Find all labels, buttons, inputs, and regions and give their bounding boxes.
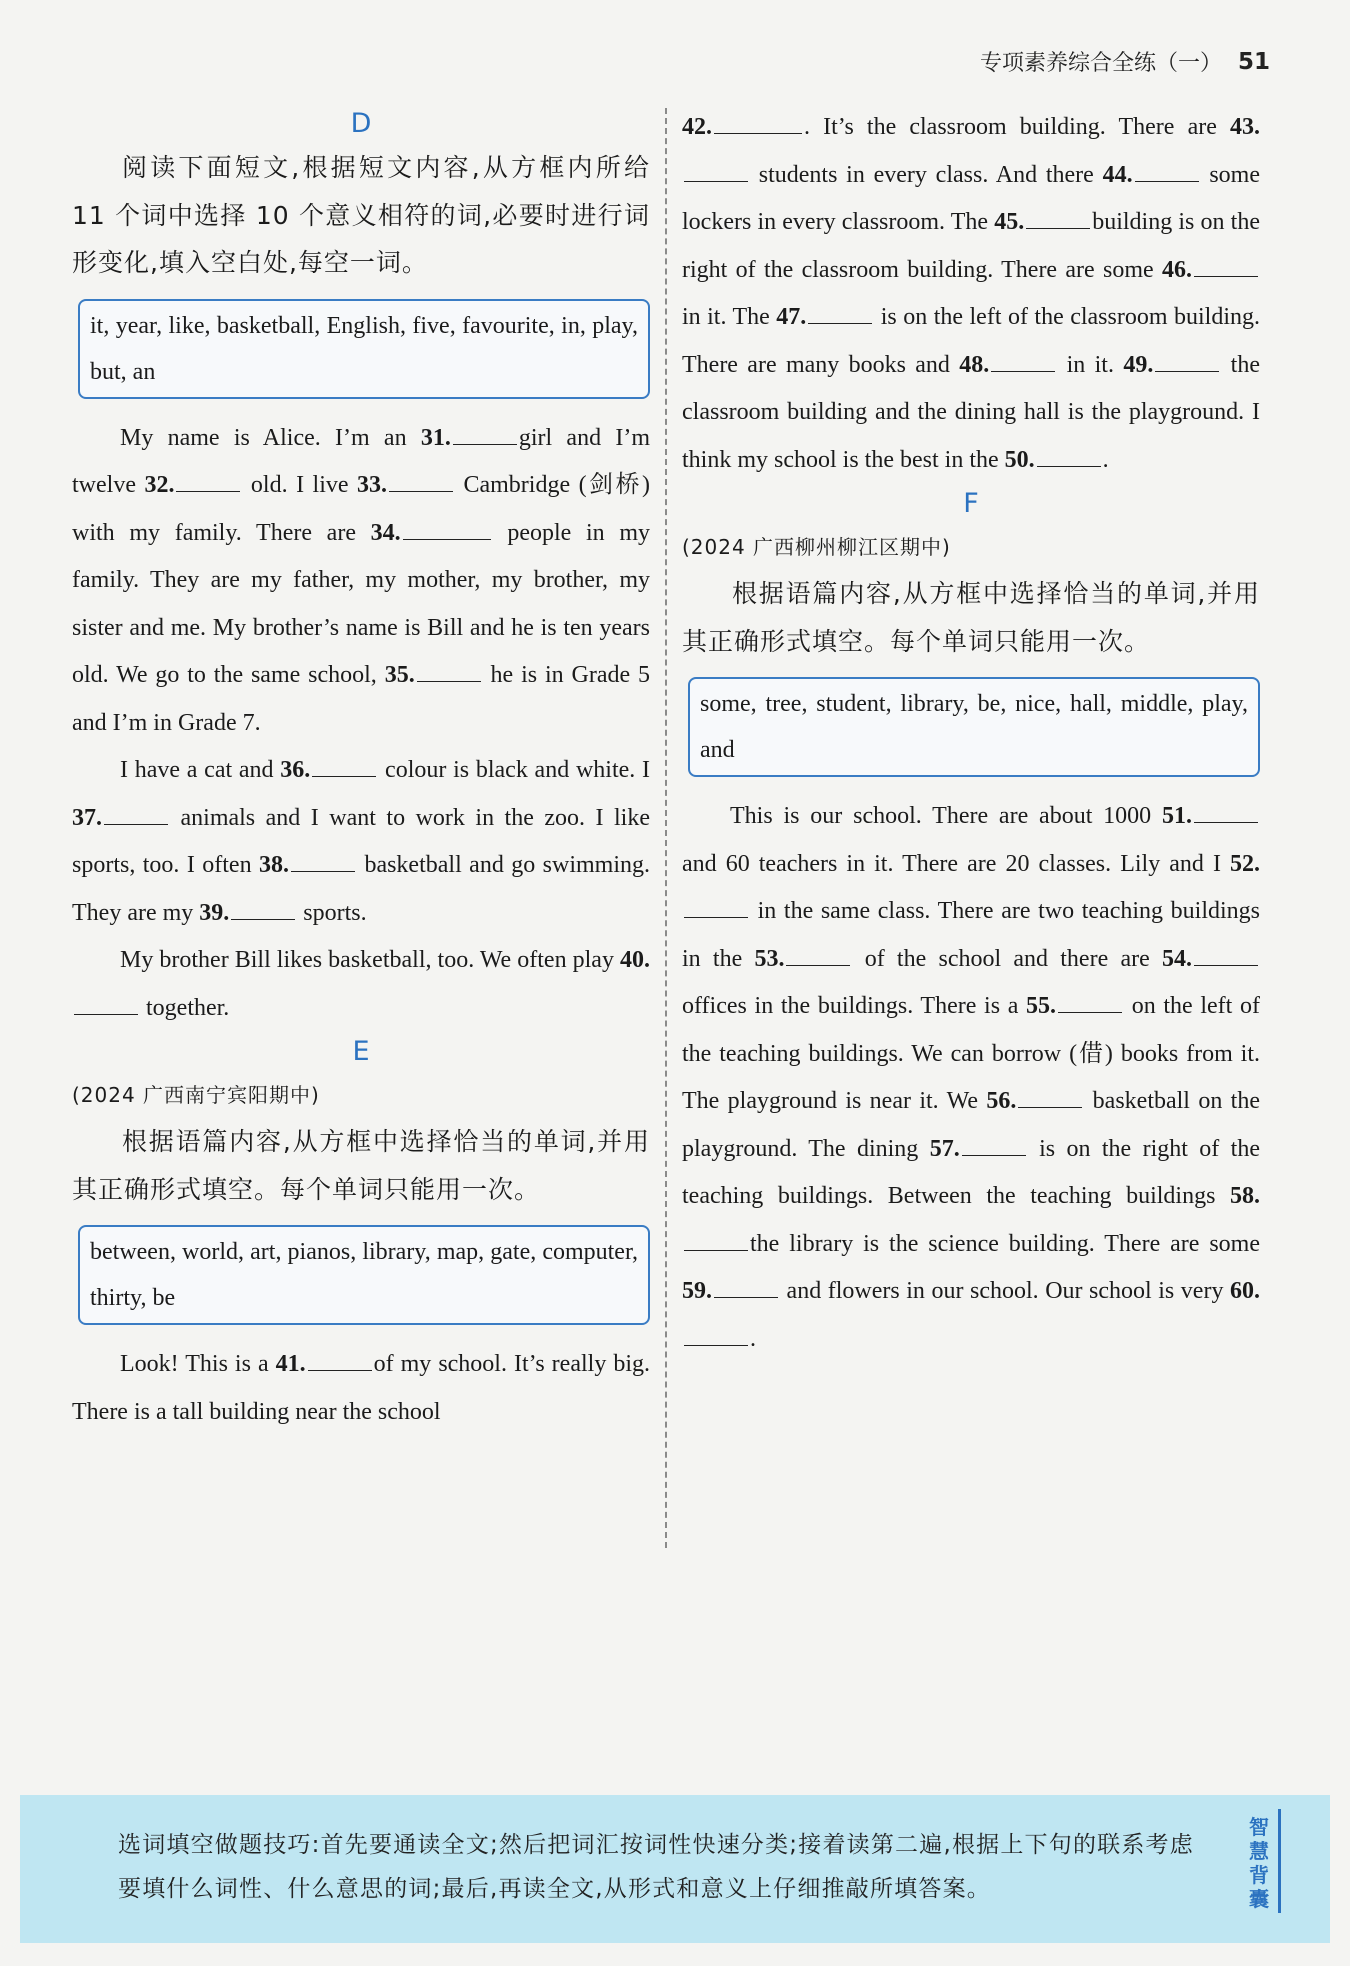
- section-d-paragraph-1: My name is Alice. I’m an 31. girl and I’m twelve 32. old. I live 33. Cambridge (剑桥) with my family. There are 34. people in my family. They are my father, my mother, my brother, my sister and me. My brother’s name is Bill and he is ten years old. We go to the same school, 35. he is in Grade 5 and I’m in Grade 7.: [72, 415, 650, 748]
- blank-34[interactable]: [403, 517, 491, 540]
- blank-39[interactable]: [231, 897, 295, 920]
- tip-banner: [20, 1795, 1330, 1943]
- blank-52[interactable]: [684, 895, 748, 918]
- tip-text: 选词填空做题技巧:首先要通读全文;然后把词汇按词性快速分类;接着读第二遍,根据上下句的联系考虑要填什么词性、什么意思的词;最后,再读全文,从形式和意义上仔细推敲所填答案。: [118, 1832, 1194, 1902]
- blank-42[interactable]: [714, 111, 802, 134]
- blank-32[interactable]: [176, 469, 240, 492]
- left-column: [72, 104, 650, 1436]
- blank-33[interactable]: [389, 469, 453, 492]
- section-d-instruction: 阅读下面短文,根据短文内容,从方框内所给 11 个词中选择 10 个意义相符的词,必要时进行词形变化,填入空白处,每空一词。: [72, 153, 650, 277]
- blank-31[interactable]: [453, 422, 517, 445]
- section-f-paragraph: This is our school. There are about 1000 51. and 60 teachers in it. There are 20 classes. Lily and I 52. in the same class. There are two teaching buildings in the 53. of the school and there are 54. offices in the buildings. There is a 55. on the left of the teaching buildings. We can borrow (借) books from it. The playground is near it. We 56. basketball on the playground. The dining 57. is on the right of the teaching buildings. Between the teaching buildings 58.the library is the science building. There are some 59. and flowers in our school. Our school is very 60..: [682, 793, 1260, 1363]
- blank-55[interactable]: [1058, 990, 1122, 1013]
- blank-43[interactable]: [684, 159, 748, 182]
- section-e-word-box: between, world, art, pianos, library, map, gate, computer, thirty, be: [78, 1225, 650, 1325]
- page-number: 51: [1237, 48, 1270, 75]
- blank-60[interactable]: [684, 1323, 748, 1346]
- blank-37[interactable]: [104, 802, 168, 825]
- blank-41[interactable]: [308, 1348, 372, 1371]
- section-e-paragraph-right: 42. . It’s the classroom building. There are 43. students in every class. And there 44. some lockers in every classroom. The 45. building is on the right of the classroom building. There are some 46. in it. The 47. is on the left of the classroom building. There are many books and 48. in it. 49. the classroom building and the dining hall is the playground. I think my school is the best in the 50. .: [682, 104, 1260, 484]
- tip-side-label: 智慧背囊: [1249, 1815, 1269, 1911]
- blank-44[interactable]: [1135, 159, 1199, 182]
- blank-46[interactable]: [1194, 254, 1258, 277]
- section-e-title: E: [352, 1036, 370, 1067]
- blank-54[interactable]: [1194, 943, 1258, 966]
- blank-40[interactable]: [74, 992, 138, 1015]
- blank-51[interactable]: [1194, 800, 1258, 823]
- section-f-instruction: 根据语篇内容,从方框中选择恰当的单词,并用其正确形式填空。每个单词只能用一次。: [682, 579, 1260, 656]
- section-d-paragraph-3: My brother Bill likes basketball, too. We often play 40. together.: [72, 937, 650, 1032]
- header-title: 专项素养综合全练（一）: [979, 51, 1222, 76]
- blank-58[interactable]: [684, 1228, 748, 1251]
- blank-36[interactable]: [312, 754, 376, 777]
- section-d-paragraph-2: I have a cat and 36. colour is black and white. I 37. animals and I want to work in the zoo. I like sports, too. I often 38. basketball and go swimming. They are my 39. sports.: [72, 747, 650, 937]
- blank-53[interactable]: [786, 943, 850, 966]
- blank-48[interactable]: [991, 349, 1055, 372]
- blank-49[interactable]: [1155, 349, 1219, 372]
- blank-59[interactable]: [714, 1275, 778, 1298]
- blank-45[interactable]: [1026, 206, 1090, 229]
- blank-47[interactable]: [808, 301, 872, 324]
- section-f-title: F: [963, 488, 979, 519]
- blank-35[interactable]: [417, 659, 481, 682]
- section-d-word-box: it, year, like, basketball, English, five, favourite, in, play, but, an: [78, 299, 650, 399]
- blank-57[interactable]: [962, 1133, 1026, 1156]
- section-e-source: (2024 广西南宁宾阳期中): [72, 1083, 320, 1107]
- section-e-paragraph-left: Look! This is a 41. of my school. It’s really big. There is a tall building near the school: [72, 1341, 650, 1436]
- section-e-instruction: 根据语篇内容,从方框中选择恰当的单词,并用其正确形式填空。每个单词只能用一次。: [72, 1127, 650, 1204]
- blank-56[interactable]: [1018, 1085, 1082, 1108]
- blank-38[interactable]: [291, 849, 355, 872]
- section-d-title: D: [350, 108, 372, 139]
- column-divider: [665, 108, 667, 1548]
- tip-side-rule: [1278, 1809, 1281, 1913]
- section-f-word-box: some, tree, student, library, be, nice, hall, middle, play, and: [688, 677, 1260, 777]
- section-f-source: (2024 广西柳州柳江区期中): [682, 535, 951, 559]
- right-column: [682, 104, 1260, 1363]
- page-header: [980, 46, 1270, 77]
- blank-50[interactable]: [1037, 444, 1101, 467]
